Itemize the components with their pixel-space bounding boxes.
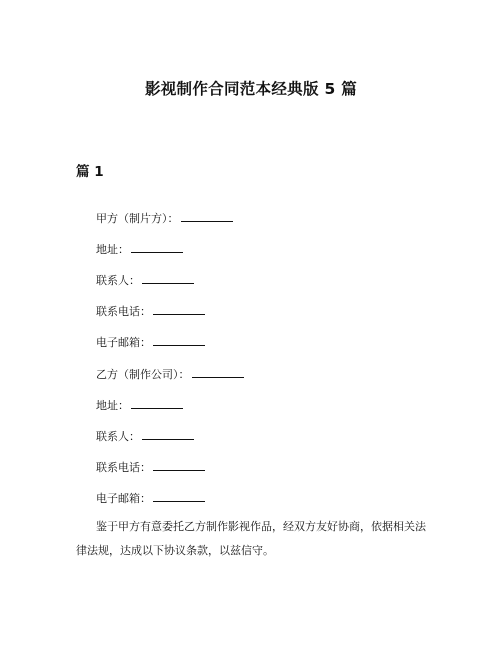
party-a-label-line bbox=[96, 210, 233, 226]
blank-underline bbox=[153, 459, 205, 471]
field-label: 地址： bbox=[96, 399, 129, 412]
party-a-email-line bbox=[96, 334, 205, 350]
field-label: 联系人： bbox=[96, 274, 140, 287]
blank-underline bbox=[192, 366, 244, 378]
party-b-address-line bbox=[96, 397, 183, 413]
blank-underline bbox=[142, 272, 194, 284]
blank-underline bbox=[142, 428, 194, 440]
party-b-label-line bbox=[96, 366, 244, 382]
document-title: 影视制作合同范本经典版 5 篇 bbox=[144, 80, 358, 98]
party-a-address-line bbox=[96, 241, 183, 257]
field-label: 电子邮箱： bbox=[96, 336, 151, 349]
party-a-phone-line bbox=[96, 303, 205, 319]
section-heading: 篇 1 bbox=[76, 164, 104, 180]
blank-underline bbox=[181, 210, 233, 222]
party-b-email-line bbox=[96, 490, 205, 506]
field-label: 甲方（制片方）： bbox=[96, 212, 179, 225]
field-label: 乙方（制作公司）： bbox=[96, 368, 190, 381]
field-label: 联系人： bbox=[96, 430, 140, 443]
blank-underline bbox=[131, 241, 183, 253]
blank-underline bbox=[153, 490, 205, 502]
field-label: 电子邮箱： bbox=[96, 492, 151, 505]
blank-underline bbox=[131, 397, 183, 409]
blank-underline bbox=[153, 303, 205, 315]
party-b-phone-line bbox=[96, 459, 205, 475]
party-a-contact-line bbox=[96, 272, 194, 288]
party-b-contact-line bbox=[96, 428, 194, 444]
field-label: 地址： bbox=[96, 243, 129, 256]
blank-underline bbox=[153, 334, 205, 346]
intro-paragraph: 鉴于甲方有意委托乙方制作影视作品，经双方友好协商，依据相关法律法规，达成以下协议条款，以兹信守。 bbox=[76, 520, 426, 557]
field-label: 联系电话： bbox=[96, 461, 151, 474]
field-label: 联系电话： bbox=[96, 305, 151, 318]
